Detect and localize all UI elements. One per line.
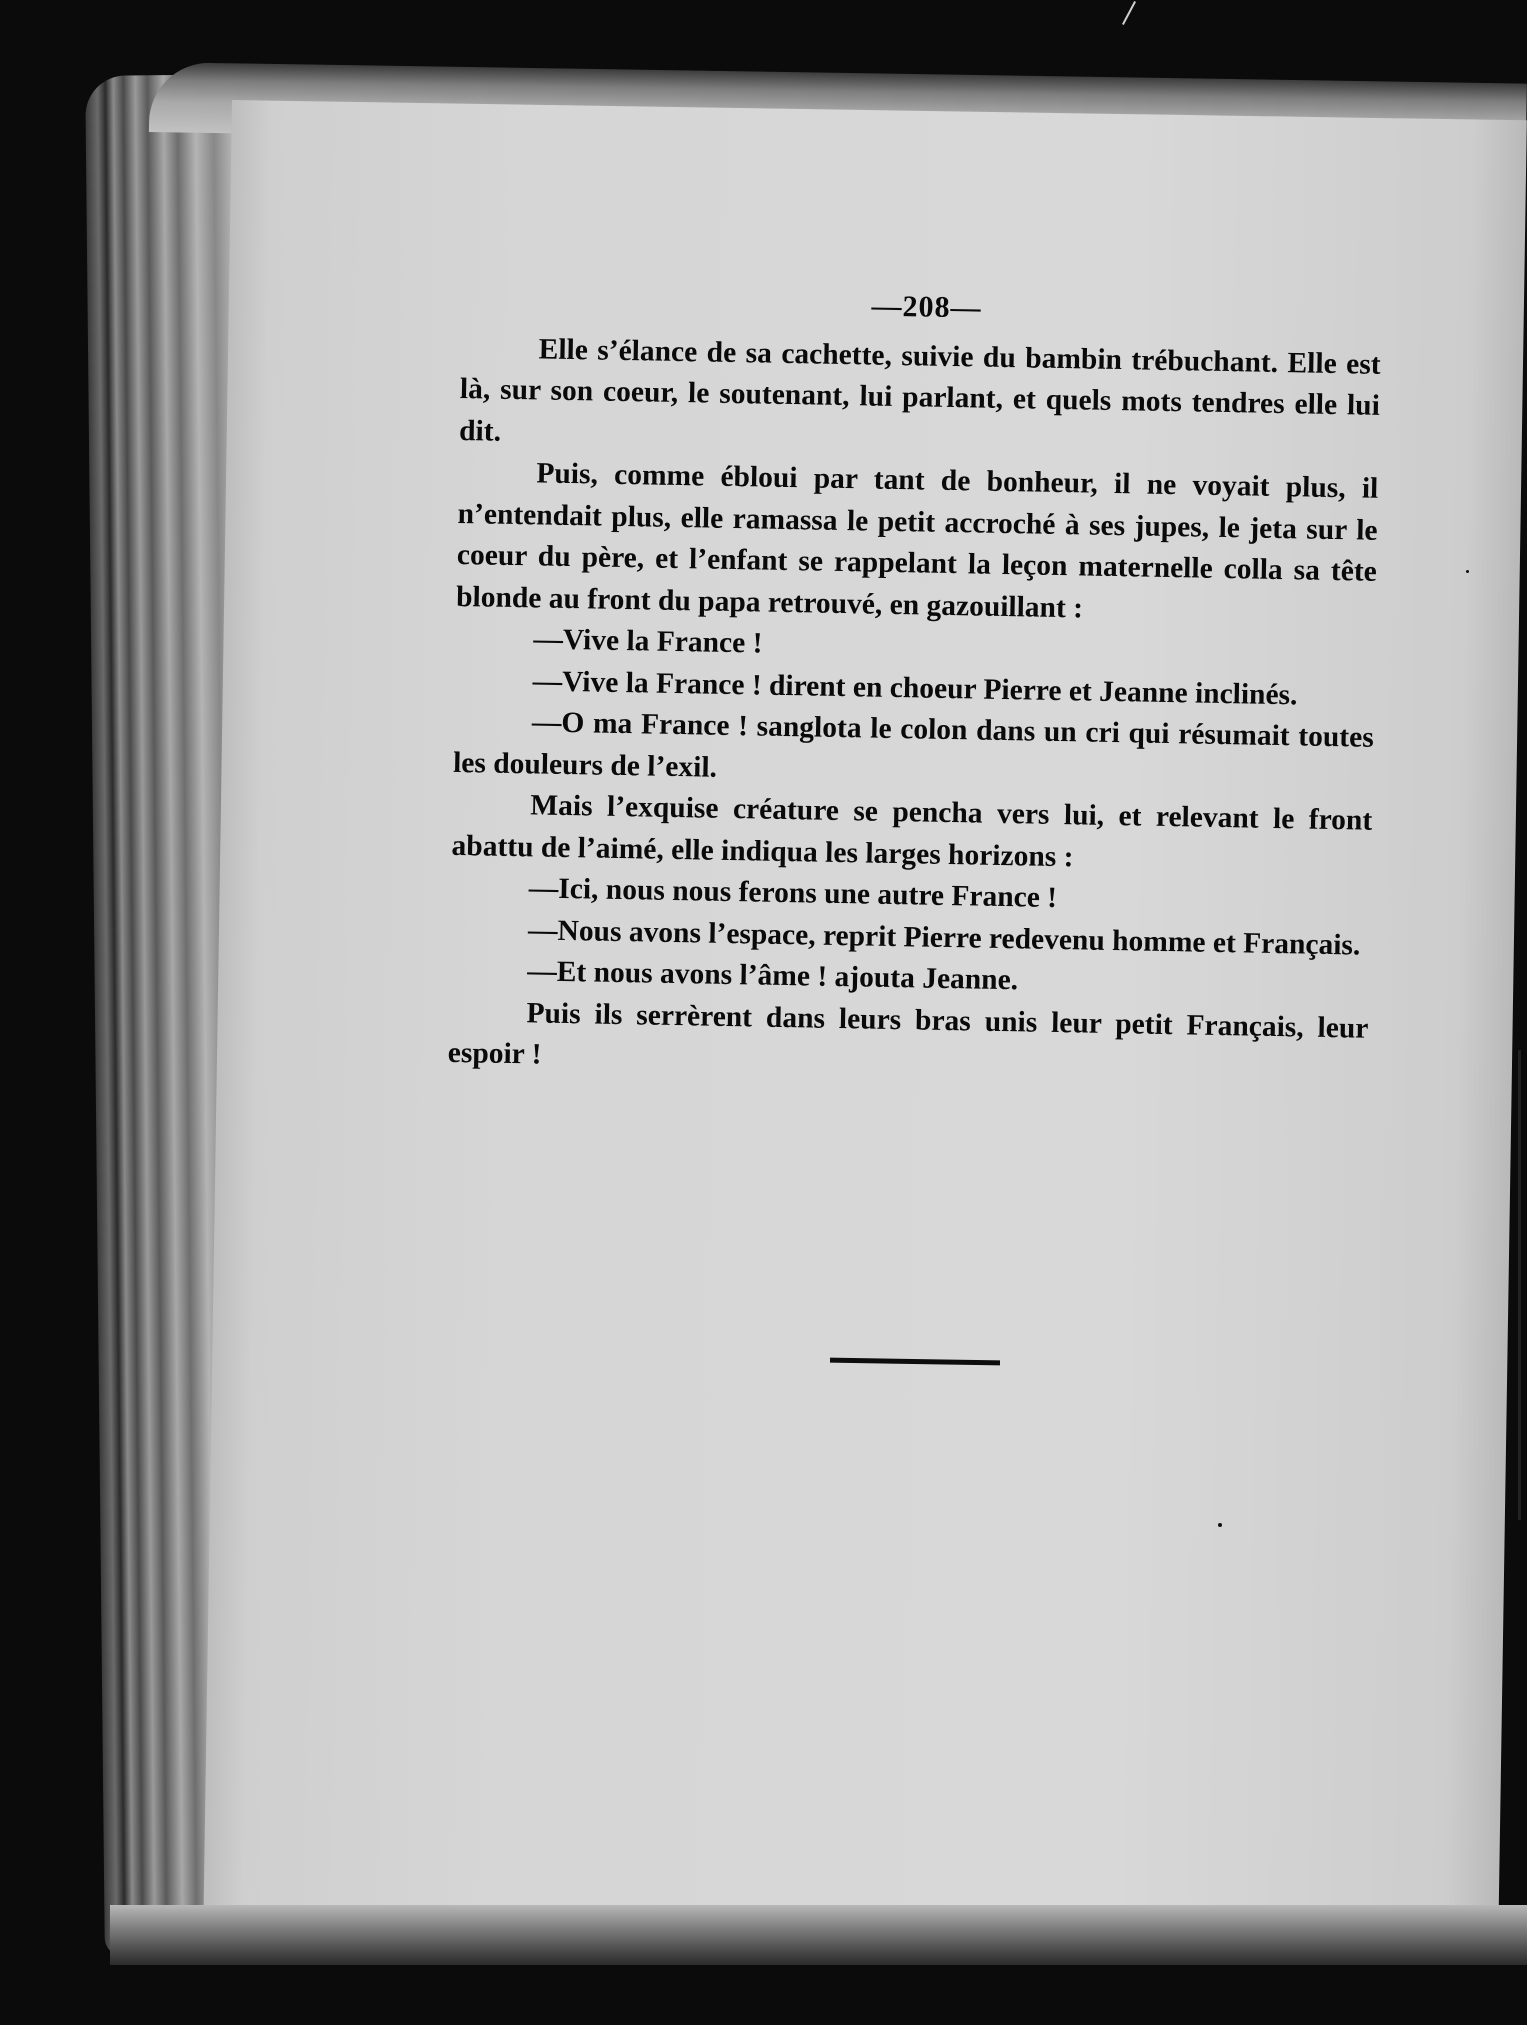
ink-speck xyxy=(1218,1523,1222,1527)
paragraph: —O ma France ! sanglota le colon dans un cri qui résumait toutes les douleurs de l’exil. xyxy=(452,706,1375,784)
paragraph: —Nous avons l’espace, reprit Pierre redevenu homme et Français. xyxy=(527,913,1361,962)
page-number: —208— xyxy=(871,289,982,325)
right-margin-line xyxy=(1518,1050,1521,1520)
paragraph: —Ici, nous nous ferons une autre France ! xyxy=(528,872,1058,915)
paragraph: —Vive la France ! xyxy=(533,623,763,660)
paragraph: —Et nous avons l’âme ! ajouta Jeanne. xyxy=(527,955,1019,997)
paragraph: Puis ils serrèrent dans leurs bras unis leur petit Français, leur espoir ! xyxy=(447,996,1369,1071)
ink-speck xyxy=(1466,570,1469,573)
paragraph: —Vive la France ! dirent en choeur Pierre et Jeanne inclinés. xyxy=(532,664,1298,711)
bottom-page-edge xyxy=(110,1905,1527,1965)
corner-mark xyxy=(1122,1,1136,25)
paragraph: Puis, comme ébloui par tant de bonheur, il ne voyait plus, il n’entendait plus, elle ramassa le petit accroché à ses jupes, le jeta sur le coeur du père, et l’enfant se rappelant la leçon maternelle colla sa tête blonde au front du papa retrouvé, en gazouillant : xyxy=(455,457,1379,624)
paragraph: Mais l’exquise créature se pencha vers lui, et relevant le front abattu de l’aimé, elle indiqua les larges horizons : xyxy=(451,789,1373,873)
paragraph: Elle s’élance de sa cachette, suivie du bambin trébuchant. Elle est là, sur son coeur, le soutenant, lui parlant, et quels mots tendres elle lui dit. xyxy=(458,332,1381,448)
text-block xyxy=(447,278,1381,1091)
